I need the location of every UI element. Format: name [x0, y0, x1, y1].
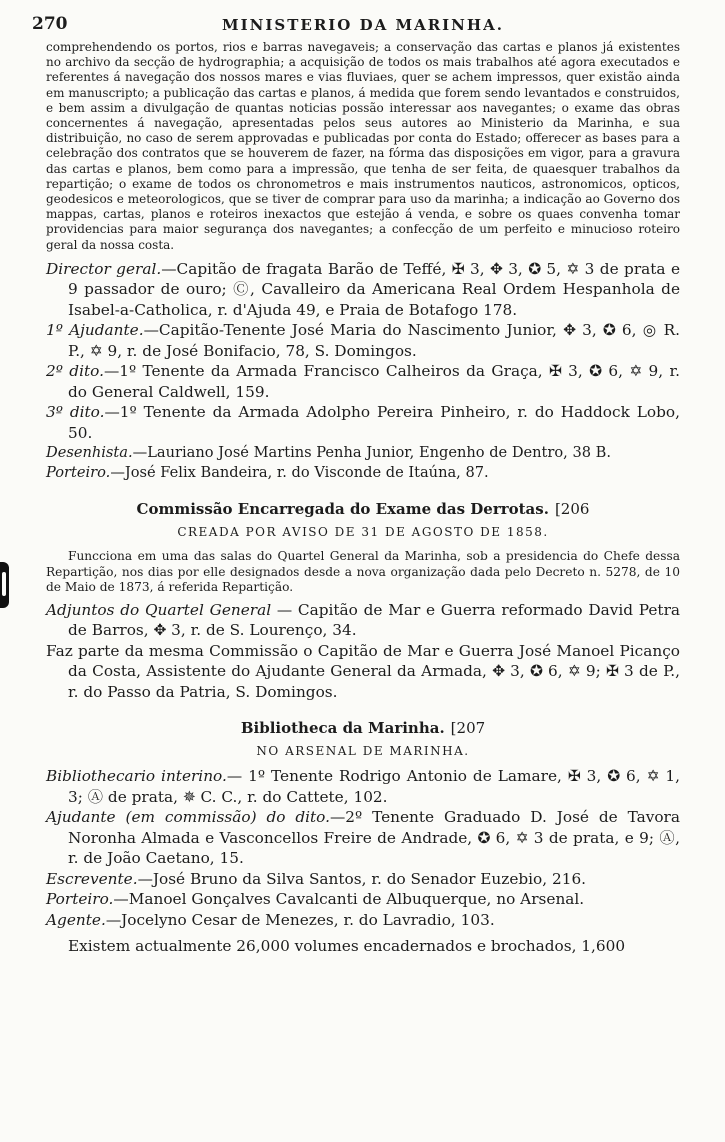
library-section — [46, 718, 680, 957]
library-holdings: Existem actualmente 26,000 volumes encadernados e brochados, 1,600 — [68, 937, 626, 956]
library-title: Bibliotheca da Marinha. [207 — [240, 719, 486, 738]
commission-title: Commissão Encarregada do Exame das Derrotas. [206 — [136, 500, 590, 519]
running-title: MINISTERIO DA MARINHA. — [222, 16, 504, 34]
commission-member: Faz parte da mesma Commissão o Capitão de Mar e Guerra José Manoel Picanço da Costa, Assistente do Ajudante General da Armada, ✥ 3, ✪ 6, ✡ 9; ✠ 3 de P., r. do Passo da Patria, S. Domingos. — [46, 641, 680, 701]
staff-entry: 1º Ajudante.—Capitão-Tenente José Maria do Nascimento Junior, ✥ 3, ✪ 6, ◎ R. P., ✡ 9, r. de José Bonifacio, 78, S. Domingos. — [46, 321, 680, 360]
hydrography-staff-list — [46, 259, 680, 484]
commission-subtitle: CREADA POR AVISO DE 31 DE AGOSTO DE 1858. — [177, 525, 549, 540]
staff-entry: 2º dito.—1º Tenente da Armada Francisco Calheiros da Graça, ✠ 3, ✪ 6, ✡ 9, r. do General Caldwell, 159. — [46, 362, 680, 401]
commission-note: Funcciona em uma das salas do Quartel General da Marinha, sob a presidencia do Chefe dessa Repartição, nos dias por elle designados desde a nova organização dada pelo Decreto n. 5278, de 10 de Maio de 1873, á referida Repartição. — [46, 549, 680, 595]
page-header — [32, 14, 680, 40]
staff-entry: Desenhista.—Lauriano José Martins Penha Junior, Engenho de Dentro, 38 B. — [46, 444, 612, 462]
book-page — [32, 14, 681, 957]
intro-paragraph: comprehendendo os portos, rios e barras navegaveis; a conservação das cartas e planos já existentes no archivo da secção de hydrographia; a acquisição de todos os mais trabalhos até agora executados e referentes á navegação dos nossos mares e vias fluviaes, quer se achem impressos, quer existão ainda em manuscripto; a publicação das cartas e planos, á medida que forem sendo levantados e construidos, e bem assim a divulgação de quantas noticias possão interessar aos navegantes; o exame das obras concernentes á navegação, apresentadas pelos seus autores ao Ministerio da Marinha, e sua distribuição, no caso de serem approvadas e publicadas por conta do Estado; offerecer as bases para a celebração dos contratos que se houverem de fazer, na fórma das disposições em vigor, para a gravura das cartas e planos, bem como para a impressão, que tenha de ser feita, de quaesquer trabalhos da repartição; o exame de todos os chronometros e mais instrumentos nauticos, astronomicos, opticos, geodesicos e meteorologicos, que se tiver de comprar para uso da marinha; a indicação ao Governo dos mappas, cartas, planos e roteiros inexactos que estejão á venda, e sobre os quaes convenha tomar providencias para maior segurança dos navegantes; a confecção de um perfeito e minucioso roteiro geral da nossa costa. — [46, 40, 680, 252]
library-ref: [207 — [450, 719, 486, 738]
binding-mark — [0, 562, 9, 608]
library-entry: Porteiro.—Manoel Gonçalves Cavalcanti de Albuquerque, no Arsenal. — [46, 890, 585, 909]
commission-section — [46, 499, 680, 702]
library-entry: Ajudante (em commissão) do dito.—2º Tenente Graduado D. José de Tavora Noronha Almada e Vasconcellos Freire de Andrade, ✪ 6, ✡ 3 de prata, e 9; Ⓐ, r. de João Caetano, 15. — [46, 808, 680, 868]
staff-entry: Director geral.—Capitão de fragata Barão de Teffé, ✠ 3, ✥ 3, ✪ 5, ✡ 3 de prata e 9 passador de ouro; Ⓒ, Cavalleiro da Americana Real Ordem Hespanhola de Isabel-a-Catholica, r. d'Ajuda 49, e Praia de Botafogo 178. — [46, 259, 680, 319]
commission-adjuntos: Adjuntos do Quartel General — Capitão de Mar e Guerra reformado David Petra de Barros, ✥ 3, r. de S. Lourenço, 34. — [46, 600, 681, 640]
library-entry: Escrevente.—José Bruno da Silva Santos, r. do Senador Euzebio, 216. — [46, 869, 587, 888]
library-subtitle: NO ARSENAL DE MARINHA. — [256, 744, 470, 759]
page-number: 270 — [32, 14, 68, 34]
commission-ref: [206 — [554, 500, 590, 519]
staff-entry: Porteiro.—José Felix Bandeira, r. do Visconde de Itaúna, 87. — [46, 464, 489, 482]
library-entry: Agente.—Jocelyno Cesar de Menezes, r. do Lavradio, 103. — [46, 910, 495, 929]
library-entry: Bibliothecario interino.— 1º Tenente Rodrigo Antonio de Lamare, ✠ 3, ✪ 6, ✡ 1, 3; Ⓐ de prata, ✵ C. C., r. do Cattete, 102. — [46, 767, 680, 806]
staff-entry: 3º dito.—1º Tenente da Armada Adolpho Pereira Pinheiro, r. do Haddock Lobo, 50. — [46, 403, 680, 442]
